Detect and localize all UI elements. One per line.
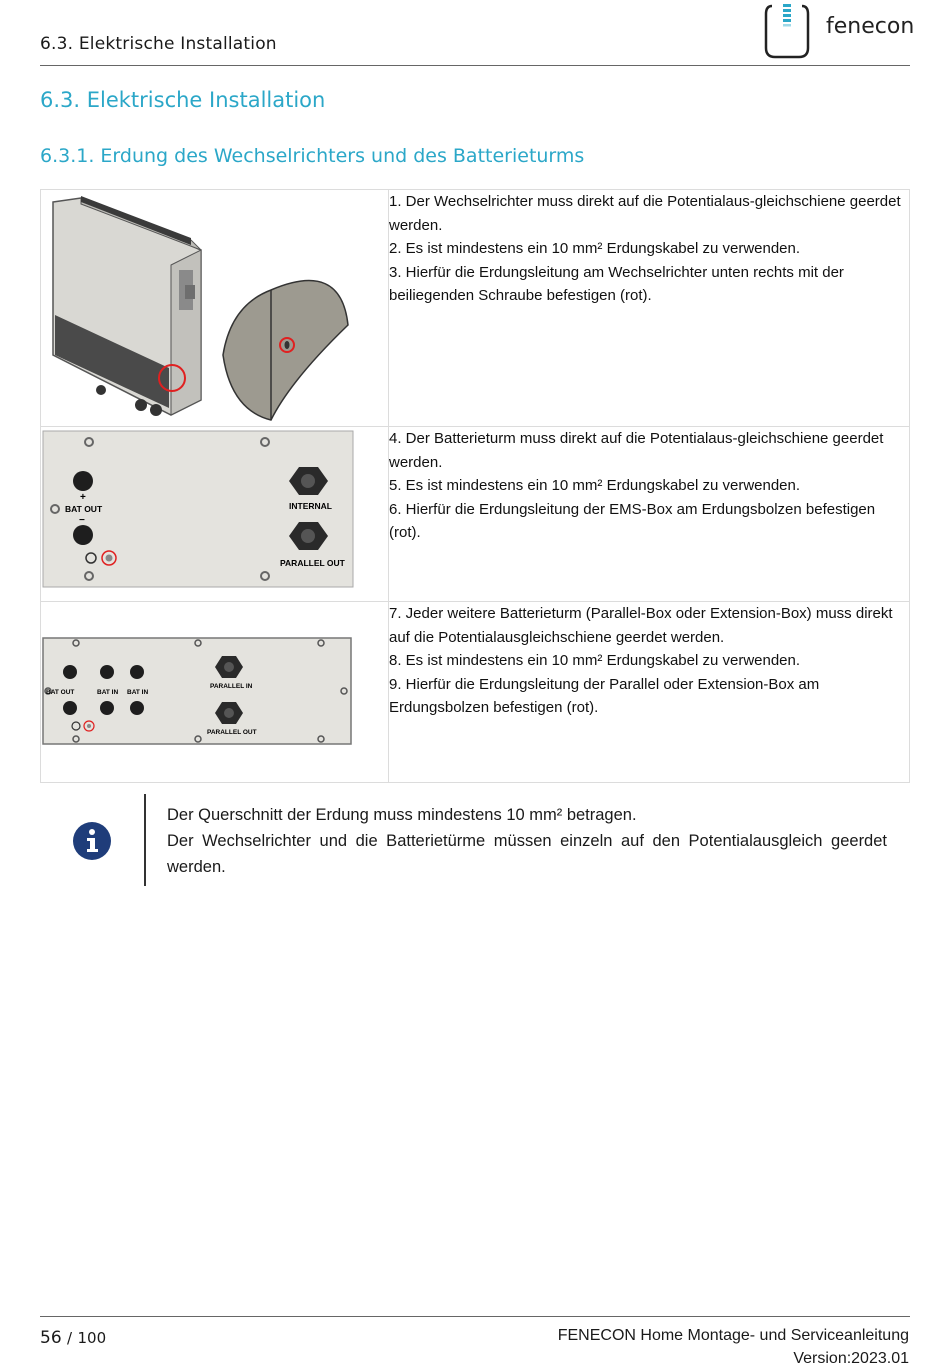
step-text-1-3 [389, 190, 910, 427]
subsection-heading: 6.3.1. Erdung des Wechselrichters und des Batterieturms [40, 145, 585, 167]
page-number [40, 1328, 106, 1348]
running-header-title: 6.3. Elektrische Installation [40, 34, 277, 54]
note-divider [144, 794, 146, 886]
section-heading: 6.3. Elektrische Installation [40, 88, 326, 112]
table-row [41, 602, 910, 783]
parallel-out-label: PARALLEL OUT [280, 558, 345, 568]
step-line: 3. Hierfür die Erdungsleitung am Wechselrichter unten rechts mit der beiliegenden Schraube befestigen (rot). [389, 263, 844, 305]
step-line: 6. Hierfür die Erdungsleitung der EMS-Box am Erdungsbolzen befestigen (rot). [389, 500, 876, 542]
step-text-7-9 [389, 602, 910, 783]
bat-in-label: BAT IN [97, 689, 119, 696]
step-line: 8. Es ist mindestens ein 10 mm² Erdungskabel zu verwenden. [389, 652, 801, 670]
page-separator: / [67, 1329, 73, 1347]
note-line: Der Wechselrichter und die Batterietürme müssen einzeln auf den Potentialausgleich geerdet werden. [167, 832, 887, 876]
parallel-out-label: PARALLEL OUT [207, 729, 257, 736]
table-row [41, 190, 910, 427]
inverter-grounding-illustration [41, 190, 389, 427]
fenecon-battery-icon [764, 2, 810, 60]
footer-divider [40, 1316, 910, 1317]
header-divider [40, 65, 910, 66]
step-line: 1. Der Wechselrichter muss direkt auf die Potentialaus-gleichschiene geerdet werden. [389, 193, 901, 234]
step-text-4-6 [389, 427, 910, 602]
step-line: 2. Es ist mindestens ein 10 mm² Erdungskabel zu verwenden. [389, 240, 801, 258]
internal-label: INTERNAL [289, 501, 332, 511]
minus-sign: − [79, 515, 85, 526]
note-line: Der Querschnitt der Erdung muss mindestens 10 mm² betragen. [167, 806, 637, 824]
footer-doc-title: FENECON Home Montage- und Serviceanleitung [557, 1327, 909, 1344]
parallel-in-label: PARALLEL IN [210, 683, 253, 690]
page-current: 56 [40, 1328, 62, 1348]
grounding-steps-table [40, 189, 910, 783]
bat-out-label: BAT OUT [65, 504, 103, 514]
note-text [167, 802, 887, 880]
step-line: 9. Hierfür die Erdungsleitung der Parallel oder Extension-Box am Erdungsbolzen befestigen (rot). [389, 675, 820, 717]
step-line: 4. Der Batterieturm muss direkt auf die Potentialaus-gleichschiene geerdet werden. [389, 430, 884, 471]
footer-version: Version:2023.01 [793, 1350, 909, 1367]
info-icon [72, 821, 112, 861]
info-note [60, 794, 910, 886]
footer-doc-info [558, 1324, 909, 1370]
table-row [41, 427, 910, 602]
battery-tower-ems-box-panel [41, 427, 389, 602]
page-total: 100 [77, 1329, 107, 1347]
parallel-box-panel [41, 602, 389, 783]
fenecon-logo-text: fenecon [826, 14, 915, 39]
bat-out-label: BAT OUT [46, 689, 75, 696]
step-line: 7. Jeder weitere Batterieturm (Parallel-Box oder Extension-Box) muss direkt auf die Potentialausgleichschiene geerdet werden. [389, 605, 893, 646]
step-line: 5. Es ist mindestens ein 10 mm² Erdungskabel zu verwenden. [389, 477, 801, 495]
plus-sign: + [80, 492, 86, 503]
bat-in-label: BAT IN [127, 689, 149, 696]
